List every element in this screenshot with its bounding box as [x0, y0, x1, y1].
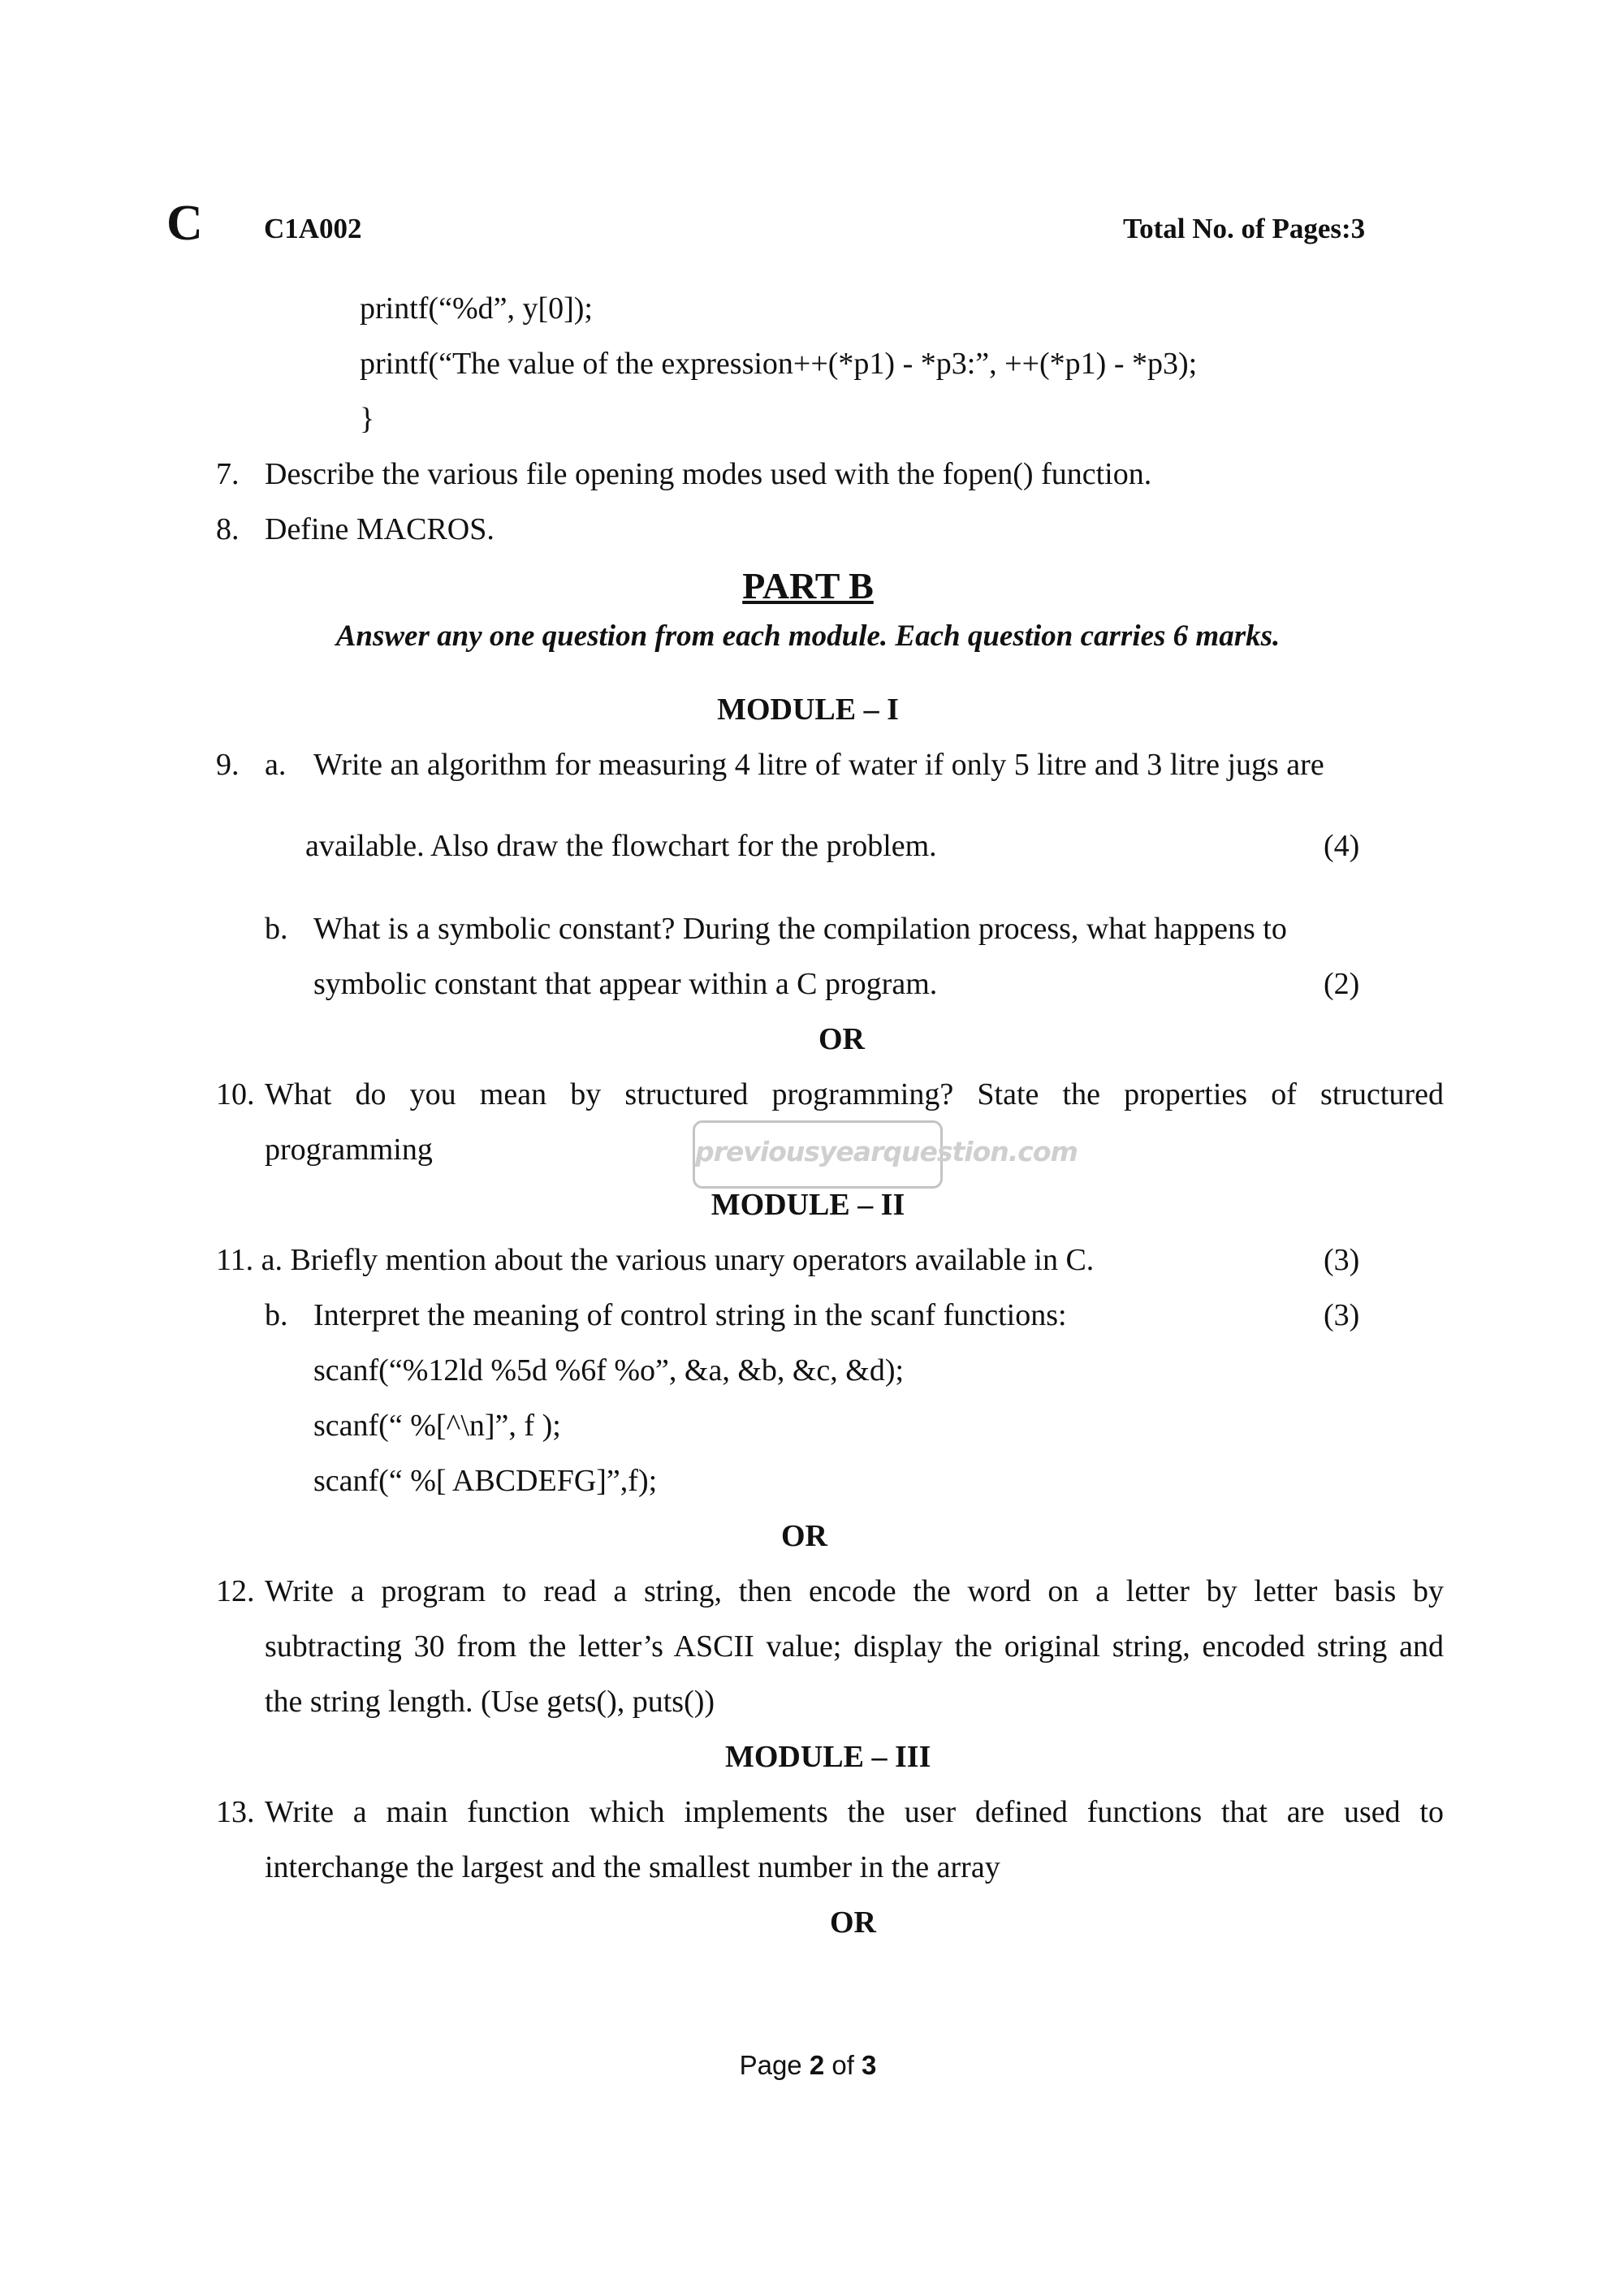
q8-number: 8. — [216, 512, 240, 546]
q9b-line-2: symbolic constant that appear within a C program. — [313, 967, 938, 1001]
total-pages: Total No. of Pages:3 — [1123, 213, 1366, 244]
q9a-line-1: Write an algorithm for measuring 4 litre of water if only 5 litre and 3 litre jugs are — [313, 748, 1324, 782]
q7-text: Describe the various file opening modes used with the fopen() function. — [265, 457, 1152, 491]
q11b-label: b. — [265, 1298, 288, 1332]
footer-current-page: 2 — [809, 2050, 825, 2080]
scanf-line-3: scanf(“ %[ ABCDEFG]”,f); — [313, 1464, 658, 1498]
part-b-instruction: Answer any one question from each module. Each question carries 6 marks. — [335, 619, 1281, 653]
q12-line-1: Write a program to read a string, then encode the word on a letter by letter basis by — [265, 1574, 1444, 1608]
page-footer — [0, 2050, 1616, 2081]
q9a-line-2: available. Also draw the flowchart for the problem. — [305, 829, 937, 863]
or-separator-2: OR — [781, 1519, 827, 1553]
module-3-title: MODULE – III — [725, 1740, 931, 1774]
q11a-marks: (3) — [1324, 1243, 1360, 1277]
footer-total-pages: 3 — [862, 2050, 877, 2080]
q9a-marks: (4) — [1324, 829, 1360, 863]
code-line-2: printf(“The value of the expression++(*p1) - *p3:”, ++(*p1) - *p3); — [360, 347, 1198, 381]
q12-line-3: the string length. (Use gets(), puts()) — [265, 1685, 715, 1719]
q12-number: 12. — [216, 1574, 255, 1608]
footer-middle: of — [824, 2050, 862, 2080]
or-separator-3: OR — [830, 1905, 876, 1940]
q13-line-2: interchange the largest and the smallest number in the array — [265, 1850, 1000, 1884]
q11b-line: Interpret the meaning of control string in the scanf functions: — [313, 1298, 1067, 1332]
q11b-marks: (3) — [1324, 1298, 1360, 1332]
scanf-line-1: scanf(“%12ld %5d %6f %o”, &a, &b, &c, &d); — [313, 1353, 905, 1388]
q13-line-1: Write a main function which implements the user defined functions that are used to — [265, 1795, 1444, 1829]
q12-line-2: subtracting 30 from the letter’s ASCII value; display the original string, encoded string and — [265, 1629, 1444, 1664]
code-line-1: printf(“%d”, y[0]); — [360, 291, 593, 326]
q10-line-1: What do you mean by structured programming? State the properties of structured — [265, 1077, 1444, 1111]
q9a-label: a. — [265, 748, 287, 782]
scanf-line-2: scanf(“ %[^\n]”, f ); — [313, 1409, 561, 1443]
q9b-marks: (2) — [1324, 967, 1360, 1001]
code-line-3: } — [360, 402, 375, 436]
q10-line-2: programming — [265, 1133, 433, 1167]
q11a-line: 11. a. Briefly mention about the various unary operators available in C. — [216, 1243, 1095, 1277]
q9b-line-1: What is a symbolic constant? During the compilation process, what happens to — [313, 912, 1287, 946]
q13-number: 13. — [216, 1795, 255, 1829]
q9b-label: b. — [265, 912, 288, 946]
or-separator-1: OR — [818, 1022, 865, 1056]
module-1-title: MODULE – I — [717, 693, 899, 727]
paper-code: C1A002 — [264, 213, 362, 244]
watermark-logo: previousyearquestion.com — [693, 1120, 943, 1189]
part-b-title: PART B — [742, 565, 874, 606]
footer-prefix: Page — [739, 2050, 810, 2080]
q7-number: 7. — [216, 457, 240, 491]
q10-number: 10. — [216, 1077, 255, 1111]
q9-number: 9. — [216, 748, 240, 782]
module-2-title: MODULE – II — [710, 1188, 905, 1222]
paper-letter: C — [166, 196, 203, 251]
q8-text: Define MACROS. — [265, 512, 495, 546]
